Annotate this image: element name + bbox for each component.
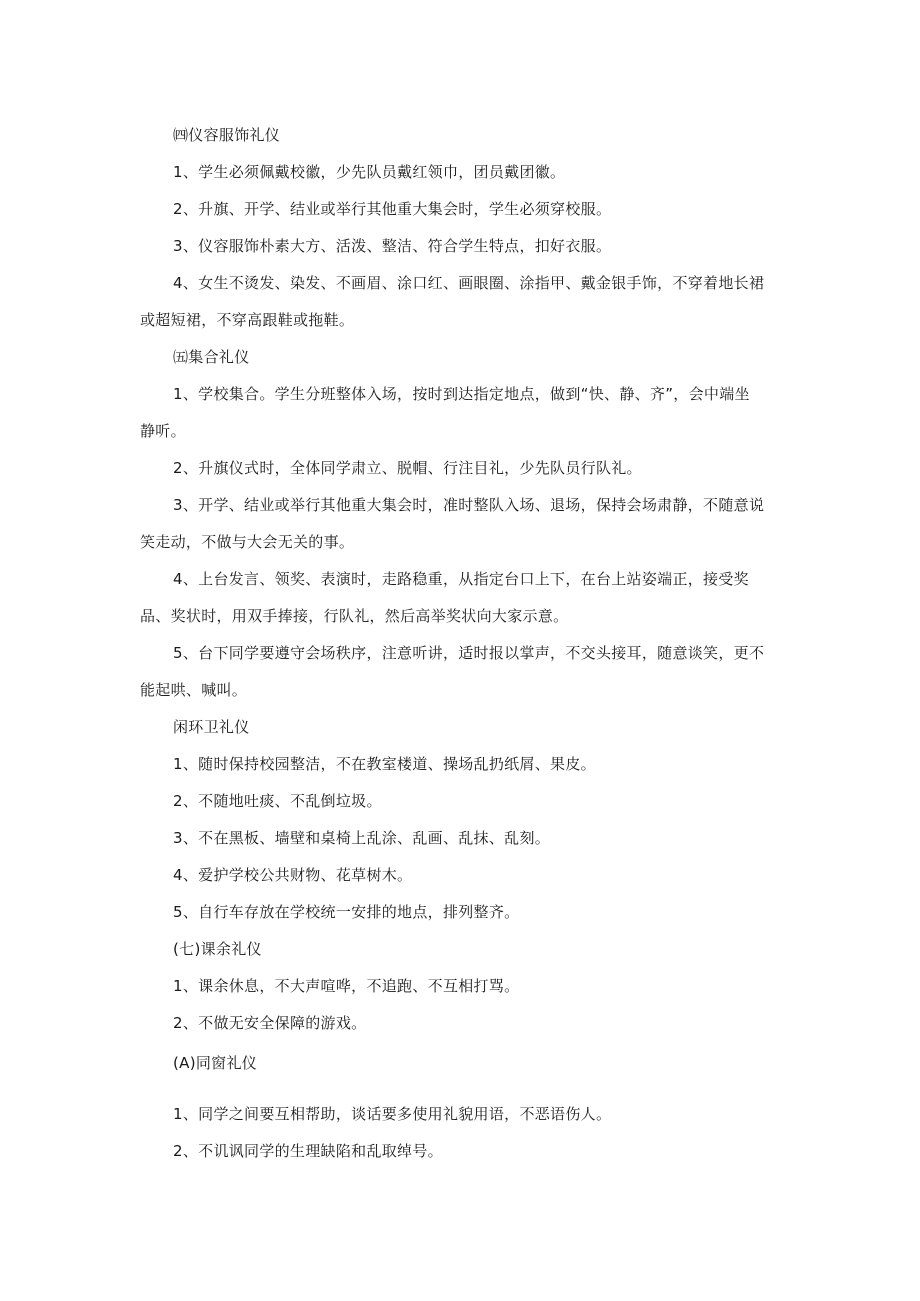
paragraph-line-continued: 能起哄、喊叫。 bbox=[140, 681, 248, 699]
paragraph-line-continued: 或超短裙，不穿高跟鞋或拖鞋。 bbox=[140, 311, 355, 329]
section-heading: 闲环卫礼仪 bbox=[173, 718, 250, 736]
paragraph-line: 4、爱护学校公共财物、花草树木。 bbox=[173, 866, 413, 884]
paragraph-line: 3、开学、结业或举行其他重大集会时，准时整队入场、退场，保持会场肃静，不随意说 bbox=[173, 496, 765, 514]
paragraph-line: 2、升旗、开学、结业或举行其他重大集会时，学生必须穿校服。 bbox=[173, 200, 612, 218]
paragraph-line: 4、上台发言、领奖、表演时，走路稳重，从指定台口上下，在台上站姿端正，接受奖 bbox=[173, 570, 749, 588]
paragraph-line: 2、不做无安全保障的游戏。 bbox=[173, 1014, 367, 1032]
paragraph-line: 1、学校集合。学生分班整体入场，按时到达指定地点，做到“快、静、齐”，会中端坐 bbox=[173, 385, 750, 403]
paragraph-line: 4、女生不烫发、染发、不画眉、涂口红、画眼圈、涂指甲、戴金银手饰，不穿着地长裙 bbox=[173, 274, 765, 292]
section-heading: (A)同窗礼仪 bbox=[173, 1054, 258, 1072]
paragraph-line: 3、不在黑板、墙壁和桌椅上乱涂、乱画、乱抹、乱刻。 bbox=[173, 829, 551, 847]
paragraph-line: 5、台下同学要遵守会场秩序，注意听讲，适时报以掌声，不交头接耳，随意谈笑，更不 bbox=[173, 644, 765, 662]
section-heading: ㈤集合礼仪 bbox=[173, 348, 250, 366]
paragraph-line: 3、仪容服饰朴素大方、活泼、整洁、符合学生特点，扣好衣服。 bbox=[173, 237, 612, 255]
paragraph-line: 2、不讥讽同学的生理缺陷和乱取绰号。 bbox=[173, 1142, 443, 1160]
paragraph-line-continued: 笑走动，不做与大会无关的事。 bbox=[140, 533, 355, 551]
paragraph-line-continued: 品、奖状时，用双手捧接，行队礼，然后高举奖状向大家示意。 bbox=[140, 607, 569, 625]
paragraph-line: 1、同学之间要互相帮助，谈话要多使用礼貌用语，不恶语伤人。 bbox=[173, 1105, 612, 1123]
paragraph-line: 1、随时保持校园整洁，不在教室楼道、操场乱扔纸屑、果皮。 bbox=[173, 755, 596, 773]
paragraph-line: 1、课余休息，不大声喧哗，不追跑、不互相打骂。 bbox=[173, 977, 520, 995]
paragraph-line: 5、自行车存放在学校统一安排的地点，排列整齐。 bbox=[173, 903, 520, 921]
paragraph-line: 2、不随地吐痰、不乱倒垃圾。 bbox=[173, 792, 382, 810]
paragraph-line: 2、升旗仪式时，全体同学肃立、脱帽、行注目礼，少先队员行队礼。 bbox=[173, 459, 642, 477]
paragraph-line-continued: 静听。 bbox=[140, 422, 186, 440]
paragraph-line: 1、学生必须佩戴校徽，少先队员戴红领巾，团员戴团徽。 bbox=[173, 163, 566, 181]
section-heading: ㈣仪容服饰礼仪 bbox=[173, 126, 281, 144]
section-heading: (七)课余礼仪 bbox=[173, 940, 262, 958]
